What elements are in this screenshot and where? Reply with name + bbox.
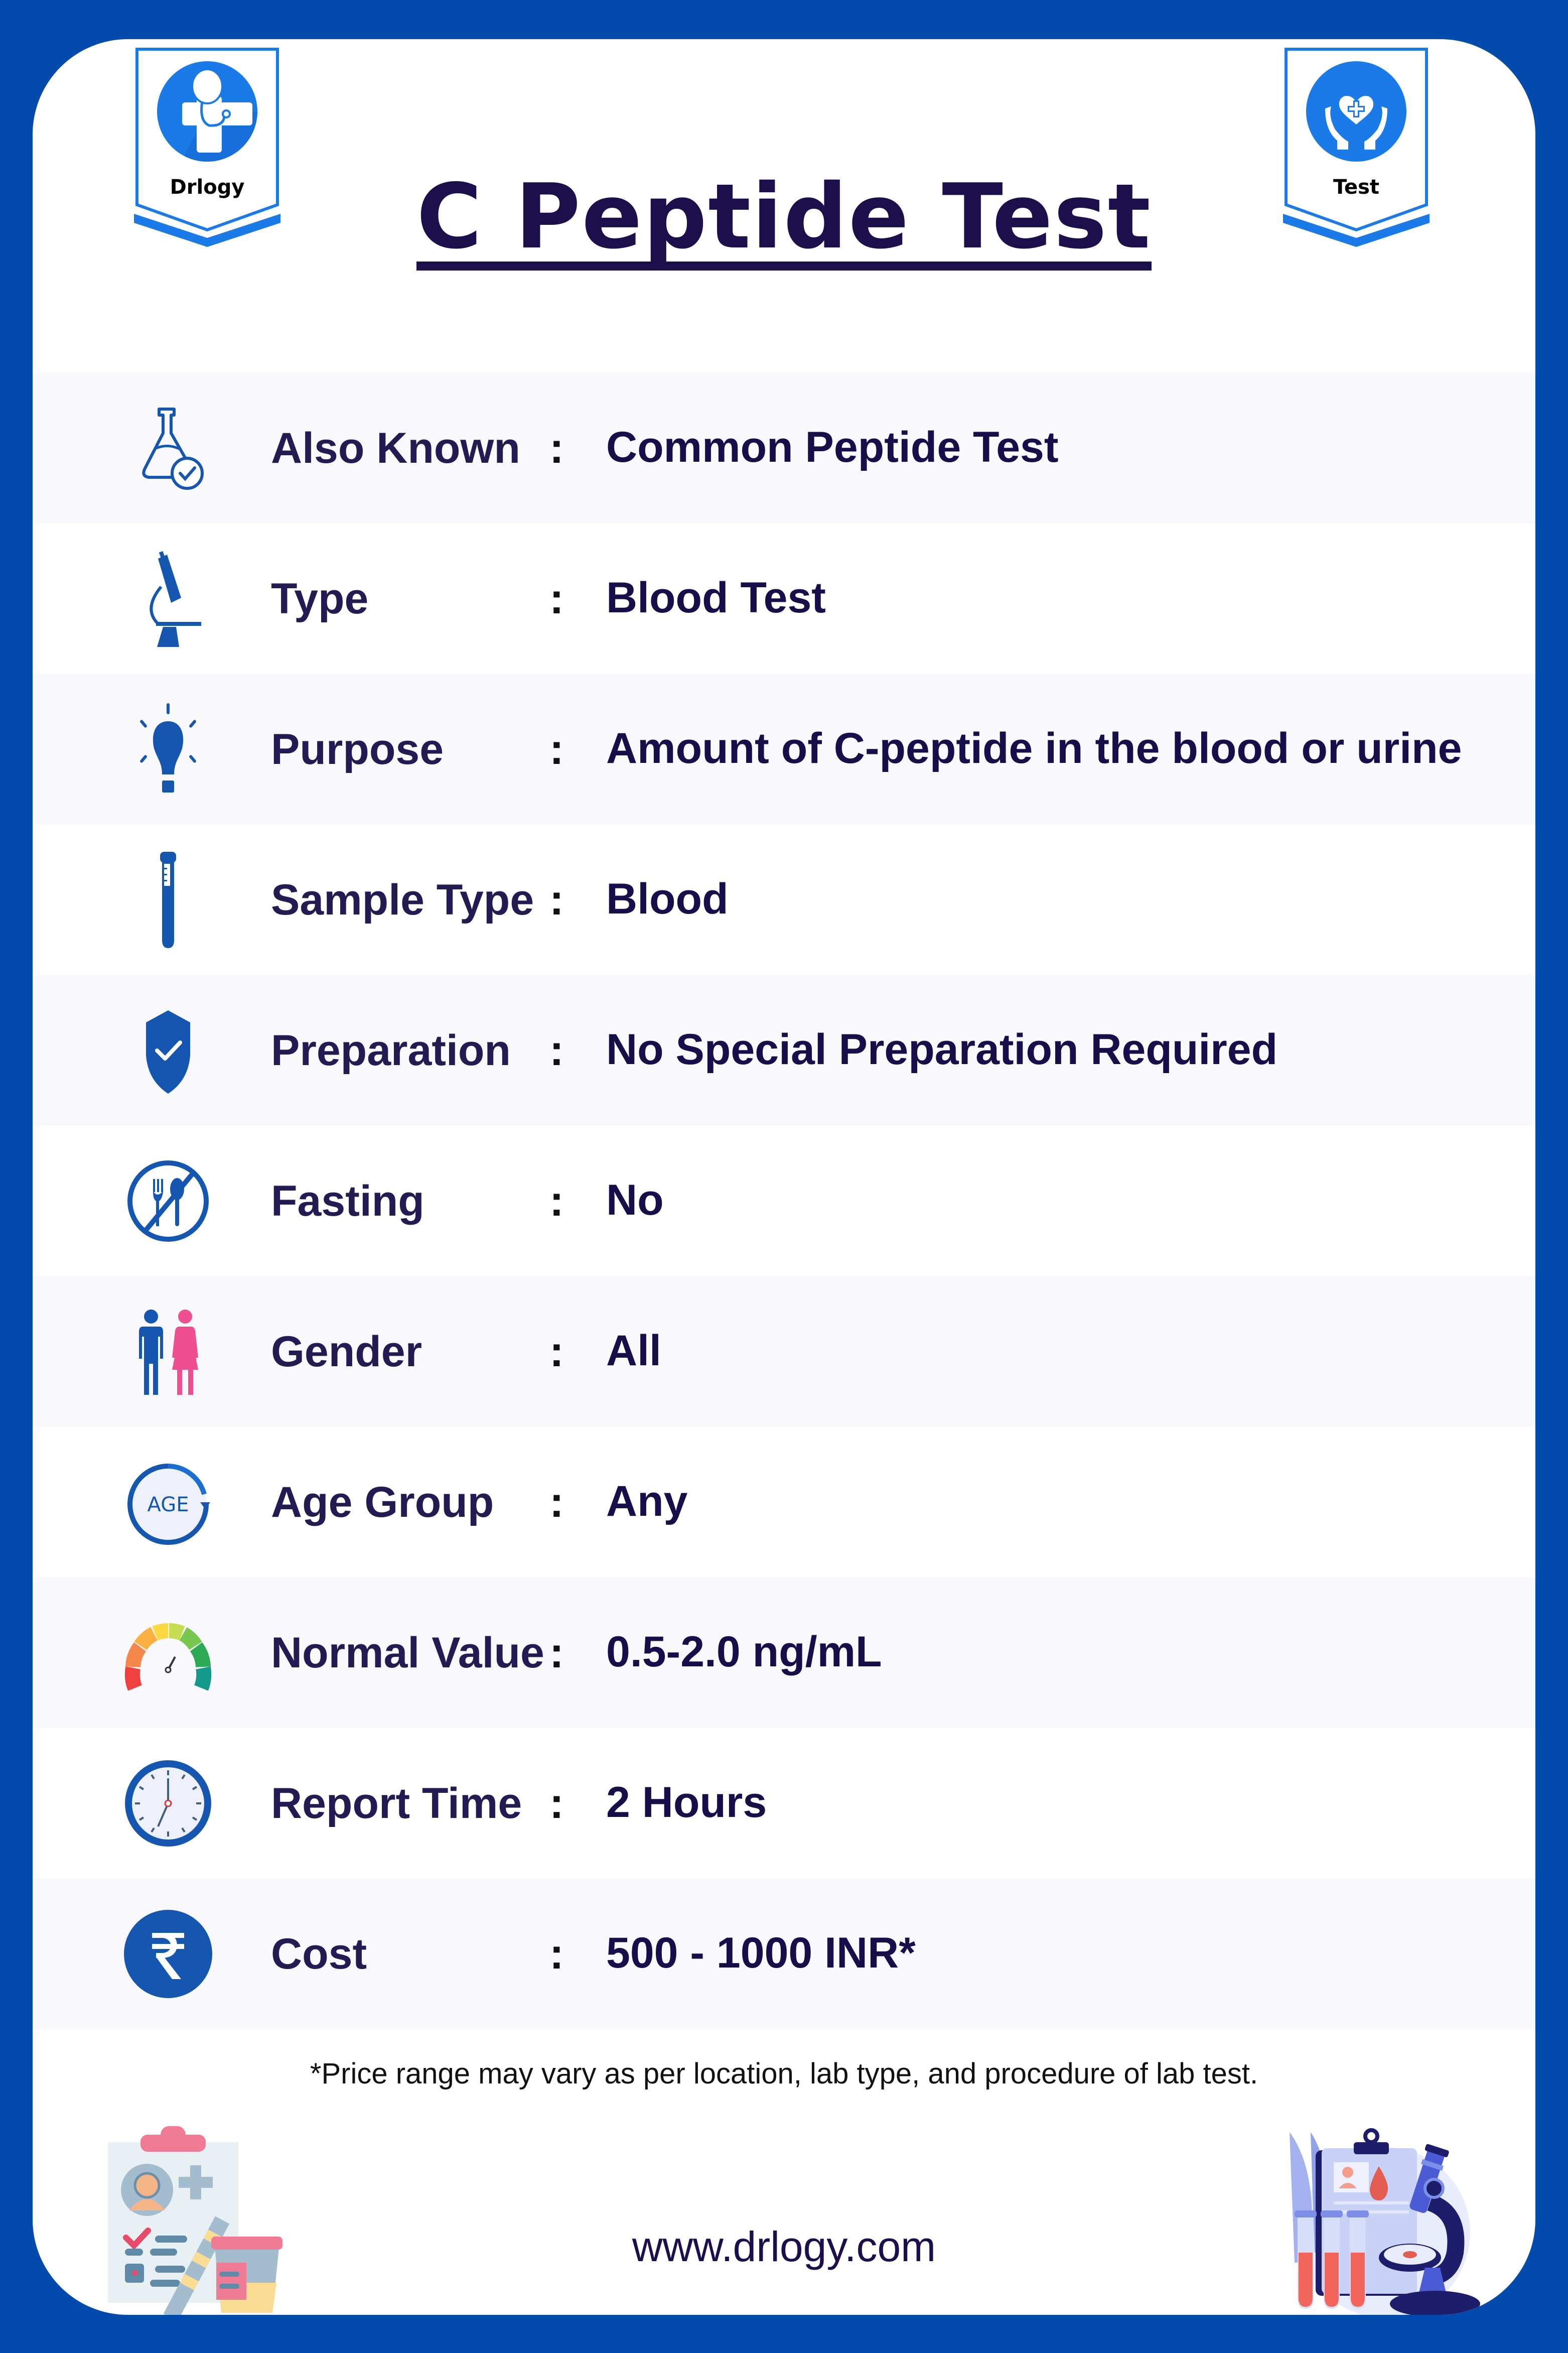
gender-icon bbox=[118, 1301, 218, 1402]
website-link[interactable]: www.drlogy.com bbox=[632, 2223, 936, 2270]
row-age-group bbox=[33, 1427, 1535, 1578]
page-title-text: C Peptide Test bbox=[416, 172, 1152, 271]
row-colon: : bbox=[549, 1930, 564, 1978]
lightbulb-icon bbox=[118, 699, 218, 800]
row-colon: : bbox=[549, 1629, 564, 1677]
info-card bbox=[33, 39, 1535, 2315]
clipboard-urine-sample-illustration bbox=[93, 2112, 294, 2315]
gauge-icon bbox=[118, 1603, 218, 1703]
info-table bbox=[33, 373, 1535, 2029]
age-icon bbox=[118, 1452, 218, 1552]
row-label: Type bbox=[271, 575, 369, 623]
test-label: Test bbox=[1333, 176, 1380, 199]
row-label: Sample Type bbox=[271, 876, 534, 924]
price-disclaimer: *Price range may vary as per location, lab type, and procedure of lab test. bbox=[310, 2057, 1258, 2090]
test-tube-icon bbox=[118, 850, 218, 950]
row-colon: : bbox=[549, 424, 564, 472]
row-also-known bbox=[33, 373, 1535, 524]
clock-icon bbox=[118, 1753, 218, 1854]
drlogy-label: Drlogy bbox=[170, 176, 245, 199]
row-colon: : bbox=[549, 1177, 564, 1225]
row-value: Blood bbox=[606, 875, 729, 923]
lab-microscope-illustration bbox=[1274, 2112, 1485, 2315]
row-label: Preparation bbox=[271, 1026, 511, 1075]
flask-check-icon bbox=[118, 398, 218, 498]
row-fasting bbox=[33, 1126, 1535, 1276]
row-gender bbox=[33, 1276, 1535, 1427]
row-preparation bbox=[33, 975, 1535, 1126]
row-value: Amount of C-peptide in the blood or urine bbox=[606, 724, 1462, 772]
row-colon: : bbox=[549, 1478, 564, 1526]
microscope-icon bbox=[118, 549, 218, 649]
row-label: Fasting bbox=[271, 1177, 424, 1225]
svg-text:AGE: AGE bbox=[147, 1493, 189, 1516]
row-value: All bbox=[606, 1327, 661, 1375]
row-colon: : bbox=[549, 1328, 564, 1376]
row-label: Purpose bbox=[271, 725, 444, 773]
row-value: No Special Preparation Required bbox=[606, 1025, 1278, 1074]
row-value: No bbox=[606, 1176, 664, 1224]
row-label: Report Time bbox=[271, 1779, 522, 1827]
row-label: Normal Value bbox=[271, 1629, 544, 1677]
row-type bbox=[33, 524, 1535, 674]
row-colon: : bbox=[549, 725, 564, 773]
row-cost bbox=[33, 1879, 1535, 2029]
shield-check-icon bbox=[118, 1000, 218, 1101]
row-value: Any bbox=[606, 1477, 688, 1525]
no-food-icon bbox=[118, 1151, 218, 1251]
row-colon: : bbox=[549, 575, 564, 623]
row-value: 2 Hours bbox=[606, 1778, 767, 1826]
row-value: Blood Test bbox=[606, 574, 826, 622]
page-title bbox=[33, 165, 1535, 271]
row-label: Cost bbox=[271, 1930, 367, 1978]
row-purpose bbox=[33, 674, 1535, 825]
row-value: Common Peptide Test bbox=[606, 423, 1059, 471]
row-sample-type bbox=[33, 825, 1535, 975]
row-colon: : bbox=[549, 1026, 564, 1075]
row-label: Age Group bbox=[271, 1478, 494, 1526]
row-label: Gender bbox=[271, 1328, 422, 1376]
row-colon: : bbox=[549, 1779, 564, 1827]
row-label: Also Known bbox=[271, 424, 520, 472]
row-value: 500 - 1000 INR* bbox=[606, 1929, 916, 1977]
row-colon: : bbox=[549, 876, 564, 924]
row-report-time bbox=[33, 1728, 1535, 1879]
rupee-icon bbox=[118, 1904, 218, 2004]
row-normal-value bbox=[33, 1578, 1535, 1728]
row-value: 0.5-2.0 ng/mL bbox=[606, 1628, 882, 1676]
